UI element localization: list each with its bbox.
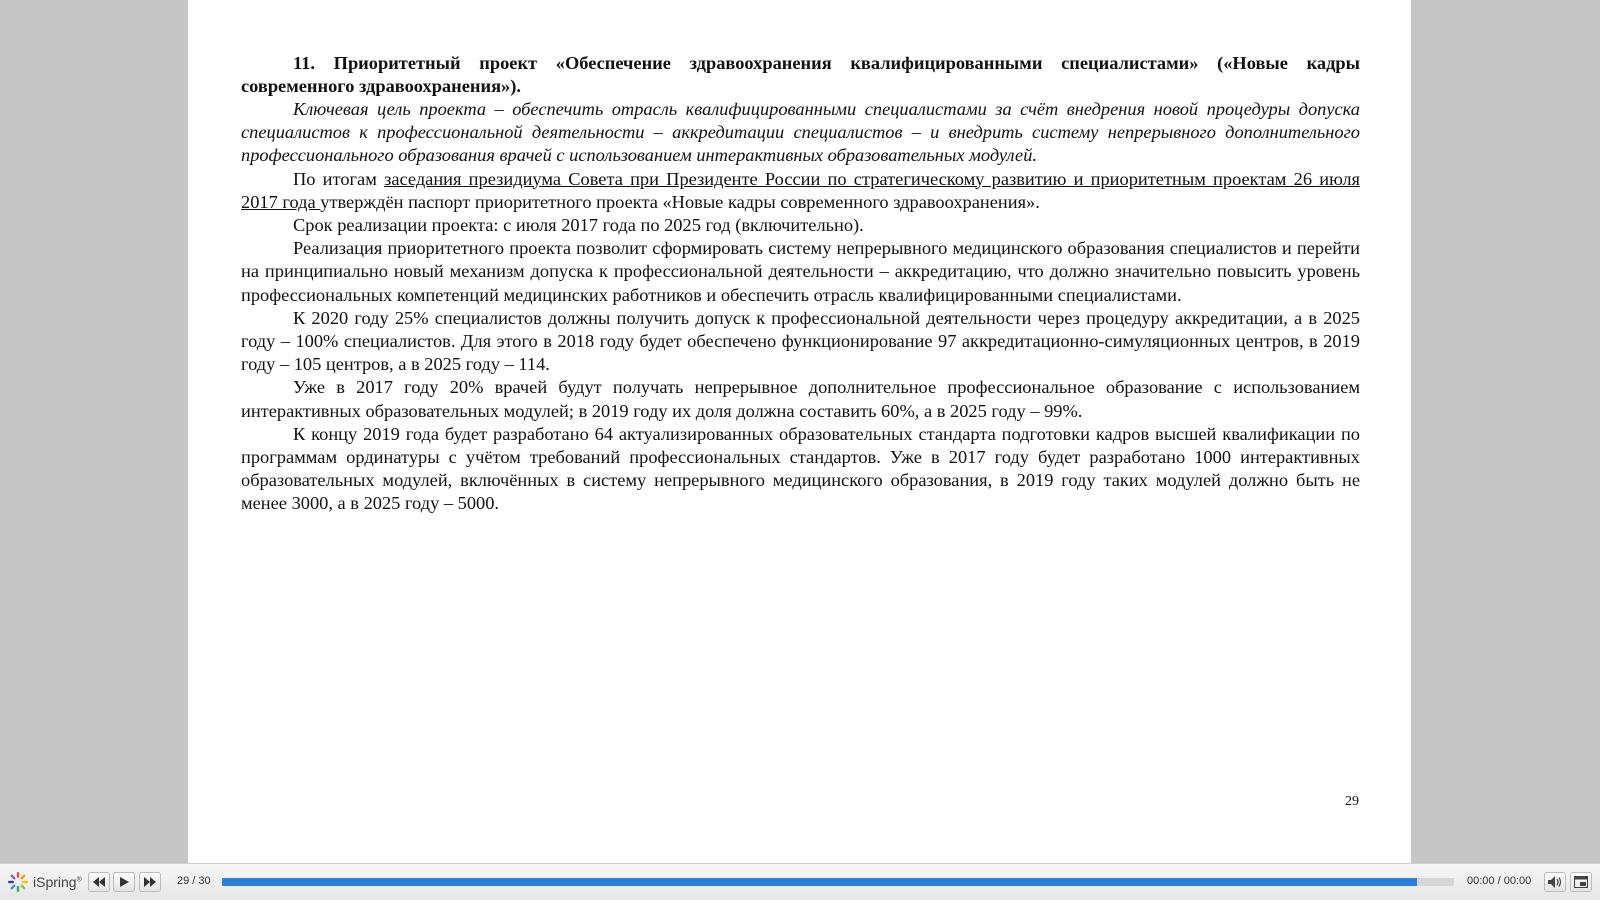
previous-slide-icon <box>93 877 105 887</box>
ispring-logo <box>7 870 82 894</box>
document-title: 11. Приоритетный проект «Обеспечение здравоохранения квалифицированными специалистами» («Новые кадры современного здравоохранения»). <box>241 53 1360 96</box>
slide-counter: 29 / 30 <box>177 875 211 887</box>
document-body <box>241 52 1360 516</box>
page-number: 29 <box>1345 794 1359 809</box>
approval-prefix: По итогам <box>293 168 385 189</box>
paragraph-accreditation: К 2020 году 25% специалистов должны получить допуск к профессиональной деятельности через процедуру аккредитации, а в 2025 году – 100% специалистов. Для этого в 2018 году будет обеспечено функционирование 97 аккредитационно-симуляционных центров, в 2019 году – 105 центров, а в 2025 году – 114. <box>241 307 1360 375</box>
progress-fill <box>222 878 1417 886</box>
volume-button[interactable] <box>1544 872 1566 892</box>
fullscreen-icon <box>1574 876 1588 888</box>
next-slide-icon <box>144 877 156 887</box>
volume-icon <box>1548 876 1562 888</box>
registered-mark: ® <box>76 876 82 884</box>
paragraph-approval <box>241 168 1360 214</box>
paragraph-term: Срок реализации проекта: с июля 2017 года по 2025 год (включительно). <box>293 215 864 236</box>
play-icon <box>120 877 129 887</box>
playback-progress-bar[interactable] <box>222 878 1454 886</box>
time-display: 00:00 / 00:00 <box>1467 875 1532 887</box>
paragraph-standards: К концу 2019 года будет разработано 64 актуализированных образовательных стандарта подготовки кадров высшей квалификации по программам ординатуры с учётом требований профессиональных стандартов. Уже в 2017 году будет разработано 1000 интерактивных образовательных модулей, включённых в систему непрерывного медицинского образования, в 2019 году таких модулей должно быть не менее 3000, а в 2025 году – 5000. <box>241 423 1360 514</box>
paragraph-continuing-education: Уже в 2017 году 20% врачей будут получать непрерывное дополнительное профессиональное образование с использованием интерактивных образовательных модулей; в 2019 году их доля должна составить 60%, а в 2025 году – 99%. <box>241 377 1360 421</box>
meeting-link[interactable]: заседания президиума Совета при Президенте России по стратегическому развитию и приоритетным проектам 26 июля 2017 года <box>241 168 1360 212</box>
project-goal: Ключевая цель проекта – обеспечить отрасль квалифицированными специалистами за счёт внедрения новой процедуры допуска специалистов к профессиональной деятельности – аккредитации специалистов – и внедрить систему непрерывного дополнительного профессионального образования врачей с использованием интерактивных образовательных модулей. <box>241 99 1360 166</box>
approval-suffix: утверждён паспорт приоритетного проекта «Новые кадры современного здравоохранения». <box>320 191 1040 212</box>
slide-page <box>188 0 1411 864</box>
next-slide-button[interactable] <box>139 872 161 892</box>
player-toolbar <box>0 863 1600 900</box>
brand-name: iSpring® <box>33 874 82 890</box>
previous-slide-button[interactable] <box>88 872 110 892</box>
fullscreen-button[interactable] <box>1570 872 1592 892</box>
play-button[interactable] <box>113 872 135 892</box>
paragraph-implementation: Реализация приоритетного проекта позволит сформировать систему непрерывного медицинского образования специалистов и перейти на принципиально новый механизм допуска к профессиональной деятельности – аккредитацию, что должно значительно повысить уровень профессиональных компетенций медицинских работников и обеспечить отрасль квалифицированными специалистами. <box>241 238 1360 305</box>
ispring-flower-icon <box>7 871 29 893</box>
